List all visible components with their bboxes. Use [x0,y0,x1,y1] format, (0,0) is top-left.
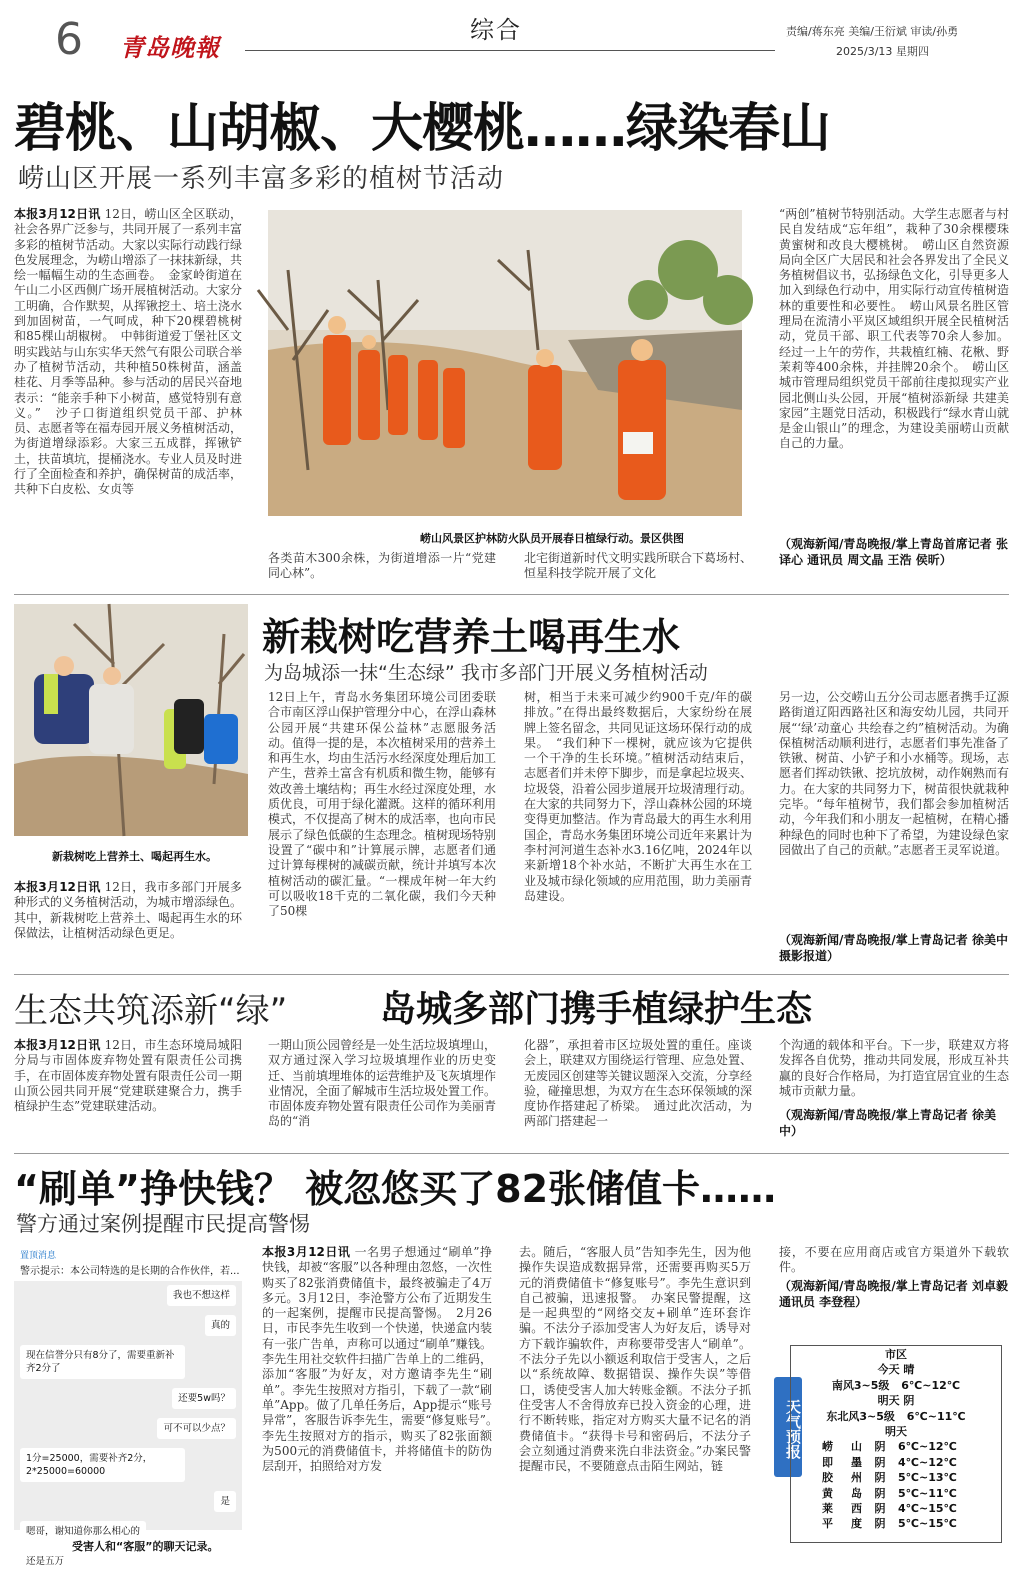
photo2-caption: 新栽树吃上营养土、喝起再生水。 [52,850,217,863]
article1-col4: “两创”植树节特别活动。大学生志愿者与村民自发结成“忘年组”，栽种了30余棵樱珠黄蜜树和改良大樱桃树。 崂山区自然资源局向全区广大居民和社会各界发出了全民义务植树倡议书，弘扬绿色文化，引导更多人加入到绿色行动中，用实际行动宣传植树造林的重要性和必要性。 崂山风景名胜区管理局在流清小平岚区域组织开展全民植树活动，党员干部、职工代表等70余人参加。经过一上午的劳作，共栽植红楠、花楸、野茉莉等400余株，并挂牌20余个。 崂山区城市管理局组织党员干部前往虔拟现实产业园北侧山头公园，开展“植树添新绿 共建美家园”主题党日活动，积极践行“绿水青山就是金山银山”的理念，为建设美丽崂山贡献自己的力量。 [779,207,1009,451]
article2-col2: 12日上午，青岛水务集团环境公司团委联合市南区浮山保护管理分中心，在浮山森林公园开展“共建环保公益林”志愿服务活动。值得一提的是，本次植树采用的营养土和再生水，均由生活污水经深度处理后加工产生，营养土富含有机质和微生物，能够有效改善土壤结构；再生水经过深度处理，水质优良，可用于绿化灌溉。这样的循环利用模式，不仅提高了树木的成活率，也向市民展示了绿色低碳的生态理念。植树现场特别设置了“碳中和”计算展示牌，志愿者们通过计算每棵树的减碳贡献，统计并填写本次植树活动的碳汇量。“一棵成年树一年大约可以吸收18千克的二氧化碳，我们今天种了50棵 [268,690,497,919]
weather-region-sky: 阴 [874,1486,886,1500]
article4-col4: 接，不要在应用商店或官方渠道外下载软件。 [779,1245,1009,1275]
article4-credit: （观海新闻/青岛晚报/掌上青岛记者 刘卓毅 通讯员 李登程） [779,1279,1008,1309]
weather-tomorrow-wind: 东北风3~5级 [826,1409,895,1423]
headline-4: “刷单”挣快钱？ 被忽悠买了82张储值卡…… [14,1167,777,1211]
weather-title: 市区 [885,1348,907,1361]
weather-region-temp: 6℃~12℃ [898,1440,957,1454]
article3-col2: 一期山顶公园曾经是一处生活垃圾填埋山，双方通过深入学习垃圾填埋作业的历史变迁、当前填埋堆体的运营维护及飞灰填埋作业情况，全面了解城市生活垃圾处置工作。市固体废弃物处置有限责任公司作为美丽青岛的“消 [268,1038,497,1129]
weather-tomorrow: 明天 阴 [877,1394,915,1408]
photo1-caption: 崂山风景区护林防火队员开展春日植绿行动。景区供图 [420,532,684,545]
weather-region-name: 平度 [822,1517,862,1531]
weather-region-sky: 阴 [874,1440,886,1454]
lead-label: 本报3月12日讯 [14,207,101,221]
weather-region-row [791,1439,1001,1454]
weather-region-row [791,1516,1001,1531]
weather-region-name: 黄岛 [822,1486,862,1500]
headline-3a: 生态共筑添新“绿” [14,991,288,1031]
weather-tomorrow-detail [791,1409,1001,1424]
masthead [0,0,1024,70]
chat-message [20,1491,236,1512]
article1-credit: （观海新闻/青岛晚报/掌上青岛首席记者 张译心 通讯员 周文晶 王浩 侯昕） [779,537,1008,567]
lead-label: 本报3月12日讯 [14,880,101,894]
issue-date: 2025/3/13 星期四 [836,45,929,58]
article1-col1 [14,207,242,585]
chat-top-label: 置顶消息 [14,1245,242,1261]
chat-bubble-text: 真的 [205,1315,236,1336]
chat-bubble-text: 现在信誉分只有8分了，需要重新补齐2分了 [20,1345,185,1379]
subhead-4: 警方通过案例提醒市民提高警惕 [16,1212,310,1236]
weather-region-name: 莱西 [822,1502,862,1516]
subhead-1: 崂山区开展一系列丰富多彩的植树节活动 [18,164,505,194]
lead-label: 本报3月12日讯 [14,1038,101,1052]
headline-1: 碧桃、山胡椒、大樱桃……绿染春山 [14,99,831,159]
article3-col3: 化器”，承担着市区垃圾处置的重任。座谈会上，联建双方围绕运行管理、应急处置、无废园区创建等关键议题深入交流，分享经验，碰撞思想，为双方在生态环保领域的深度协作搭建起了桥梁。 通过此次活动，为两部门搭建起一 [524,1038,753,1129]
weather-side-label-text: 天气预报 [784,1399,802,1459]
chat-message [20,1345,236,1379]
paper-name-logo: 青岛晚報 [120,33,220,62]
article3-col1-text: 12日，市生态环境局城阳分局与市固体废弃物处置有限责任公司携手，在市固体废弃物处置有限责任公司一期山顶公园共同开展“党建联建聚合力，携手植绿护生态”党建联建活动。 [14,1038,243,1114]
page-number: 6 [55,14,83,65]
article1-col3-bottom: 北宅街道新时代文明实践所联合下葛场村、恒星科技学院开展了文化 [524,551,753,581]
chat-bubble-text: 嗯哥，谢知道你那么相心的 [20,1521,146,1542]
photo-new-trees [14,604,248,836]
section-name: 综合 [470,16,522,44]
weather-region-row [791,1455,1001,1470]
weather-today-wind: 南风3~5级 [831,1378,890,1392]
weather-region-temp: 4℃~15℃ [898,1502,957,1516]
masthead-rule [245,50,775,51]
weather-region-list [791,1439,1001,1531]
article4-col2 [262,1245,505,1560]
weather-region-row [791,1486,1001,1501]
editors-line: 责编/蒋东亮 美编/王衍斌 审读/孙勇 [786,25,959,38]
weather-region-temp: 5℃~13℃ [898,1471,957,1485]
headline-3b: 岛城多部门携手植绿护生态 [380,989,813,1030]
chat-message [20,1551,236,1572]
weather-region-row [791,1501,1001,1516]
weather-box [790,1345,1002,1543]
weather-today-detail [791,1378,1001,1393]
chat-bubble-text: 可不可以少点？ [157,1418,236,1439]
article3-col1 [14,1038,242,1148]
article1-col2-bottom: 各类苗木300余株，为街道增添一片“党建同心林”。 [268,551,496,581]
weather-region-sky: 阴 [874,1471,886,1485]
weather-region-sky: 阴 [874,1517,886,1531]
weather-region-temp: 5℃~11℃ [898,1486,957,1500]
article2-col3: 树，相当于未来可减少约900千克/年的碳排放。”在得出最终数据后，大家纷纷在展牌上签名留念，共同见证这场环保行动的成果。 “我们种下一棵树，就应该为它提供一个干净的生长环境。”植树活动结束后，志愿者们并未停下脚步，而是拿起垃圾夹、垃圾袋，沿着公园步道展开垃圾清理行动。在大家的共同努力下，浮山森林公园的环境变得更加整洁。作为青岛最大的再生水利用国企，青岛水务集团环境公司近年来累计为李村河河道生态补水3.16亿吨，2024年以来新增18个补水站，不断扩大再生水在工业及城市绿化领域的应用范围，助力美丽青岛建设。 [524,690,753,903]
article2-lead [14,880,242,964]
photo3-caption: 受害人和“客服”的聊天记录。 [72,1540,219,1553]
article2-lead-text: 12日，我市多部门开展多种形式的义务植树活动，为城市增添绿色。其中，新栽树吃上营养土、喝起再生水的环保做法，让植树活动绿色更足。 [14,880,243,940]
chat-pinned-notice: 警示提示：本公司特选的是长期的合作伙伴，若... [14,1261,242,1281]
article3-credit: （观海新闻/青岛晚报/掌上青岛记者 徐美中） [779,1108,996,1138]
chat-message [20,1285,236,1306]
weather-region-row [791,1470,1001,1485]
weather-region-sky: 阴 [874,1502,886,1516]
weather-today-temp: 6℃~12℃ [901,1378,961,1392]
chat-bubble-text: 是 [214,1491,236,1512]
chat-bubble-text: 1分=25000，需要补齐2分，2*25000=60000 [20,1448,185,1482]
chat-message [20,1418,236,1439]
chat-bubble-text: 我也不想这样 [167,1285,236,1306]
weather-region-sky: 阴 [874,1455,886,1469]
weather-region-name: 胶州 [822,1471,862,1485]
divider-1 [14,594,1009,595]
weather-region-temp: 5℃~15℃ [898,1517,957,1531]
weather-today: 今天 晴 [877,1363,915,1377]
article4-col3: 去。随后，“客服人员”告知李先生，因为他操作失误造成数据异常，还需要再购买5万元的消费储值卡“修复账号”。李先生意识到自己被骗，迅速报警。 办案民警提醒，这是一起典型的“网络交友+刷单”连环套诈骗。不法分子添加受害人为好友后，诱导对方下载诈骗软件，声称要带受害人“刷单”。不法分子先以小额返利取信于受害人，之后以“系统故障、数据错误、操作失误”等借口，诱使受害人加大转账金额。不法分子抓住受害人不舍得放弃已投入资金的心理，进行不断转账，指定对方购买大量不记名的消费储值卡。“获得卡号和密码后，不法分子会立刻通过消费来洗白非法资金。”办案民警提醒市民，不要随意点击陌生网站，链 [519,1245,751,1474]
chat-message [20,1388,236,1409]
weather-region-name: 崂山 [822,1440,862,1454]
weather-tomorrow-temp: 6℃~11℃ [906,1409,966,1423]
article3-col4: 个沟通的载体和平台。下一步，联建双方将发挥各自优势，推动共同发展，形成互补共赢的良好合作格局，为打造宜居宜业的生态城市贡献力量。 [779,1038,1009,1098]
divider-2 [14,974,1009,975]
weather-region-temp: 4℃~12℃ [898,1455,957,1469]
divider-3 [14,1153,1009,1154]
article2-col4: 另一边，公交崂山五分公司志愿者携手辽源路街道辽阳西路社区和海安幼儿园，共同开展“‘绿’动童心 共绘春之约”植树活动。为确保植树活动顺利进行，志愿者们事先准备了铁锹、树苗、小铲子和小水桶等。现场，志愿者们挥动铁锹、挖坑放树，动作娴熟而有力。在大家的共同努力下，树苗很快就栽种完毕。“每年植树节，我们都会参加植树活动，今年我们和小朋友一起植树，在精心播种绿色的同时也种下了希望，为建设绿色家园做出了自己的贡献。”志愿者王灵军说道。 [779,690,1009,857]
chat-bubble-text: 还要5w吗？ [172,1388,236,1409]
weather-region-header: 明天 [885,1425,907,1439]
article4-col2-text: 一名男子想通过“刷单”挣快钱，却被“客服”以各种理由忽悠，一次性购买了82张消费储值卡，最终被骗走了4万多元。3月12日，李沧警方公布了近期发生的一起案例，提醒市民提高警惕。 2月26日，市民李先生收到一个快递，快递盒内装有一张广告单，声称可以通过“刷单”赚钱。李先生用社交软件扫描广告单上的二维码，添加“客服”为好友，对方邀请李先生“刷单”。李先生按照对方指引，下载了一款“刷单”App。做了几单任务后，App提示“账号异常”，客服告诉李先生，需要“修复账号”。 李先生按照对方的指示，购买了82张面额为500元的消费储值卡，并将储值卡的防伪层刮开，拍照给对方发 [262,1245,505,1474]
photo-planting-team [268,210,742,523]
chat-message [20,1448,236,1482]
lead-label: 本报3月12日讯 [262,1245,351,1259]
headline-2: 新栽树吃营养土喝再生水 [262,615,681,659]
article1-col1-text: 12日，崂山区全区联动，社会各界广泛参与，共同开展了一系列丰富多彩的植树节活动。大家以实际行动践行绿色发展理念，为崂山增添了一抹抹新绿，共绘一幅幅生动的生态画卷。 金家岭街道在午山二小区西侧广场开展植树活动。大家分工明确，合作默契，从挥锹挖土、培土浇水到加固树苗，一气呵成，种下20棵碧桃树和85棵山胡椒树。 中韩街道爱丁堡社区文明实践站与山东实华天然气有限公司联合举办了植树节活动，共种植50株树苗，涵盖桂花、月季等品种。参与活动的居民兴奋地表示：“能亲手种下小树苗，感觉特别有意义。” 沙子口街道组织党员干部、护林员、志愿者等在福寿园开展义务植树活动，为街道增绿添彩。大家三五成群，挥锹铲土，扶苗填坑，提桶浇水。专业人员及时进行了全面检查和养护，确保树苗的成活率，共种下白皮松、女贞等 [14,207,243,497]
chat-message [20,1315,236,1336]
chat-bubble-text: 还是五万 [20,1551,70,1572]
article2-credit: （观海新闻/青岛晚报/掌上青岛记者 徐美中 摄影报道） [779,933,1008,963]
weather-region-name: 即墨 [822,1455,862,1469]
subhead-2: 为岛城添一抹“生态绿” 我市多部门开展义务植树活动 [264,662,708,684]
